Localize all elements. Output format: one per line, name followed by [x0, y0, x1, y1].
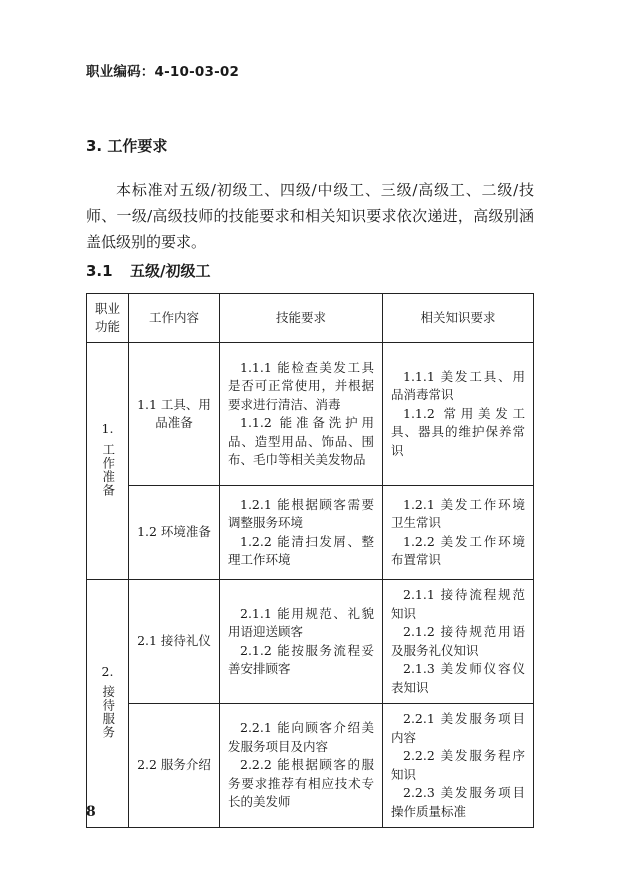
knowledge-item: 1.1.1 美发工具、用品消毒常识 — [391, 368, 525, 403]
knowledge-cell — [383, 704, 534, 828]
page-number: 8 — [86, 804, 96, 820]
skill-item: 1.2.2 能清扫发屑、整理工作环境 — [228, 533, 374, 567]
knowledge-cell — [383, 343, 534, 486]
function-cell — [87, 580, 129, 828]
knowledge-item: 2.1.2 接待规范用语及服务礼仪知识 — [391, 624, 525, 658]
intro-paragraph: 本标准对五级/初级工、四级/中级工、三级/高级工、二级/技师、一级/高级技师的技能要求和相关知识要求依次递进，高级别涵盖低级别的要求。 — [86, 181, 534, 251]
knowledge-item: 2.1.1 接待流程规范知识 — [391, 587, 525, 621]
skill-item: 2.2.2 能根据顾客的服务要求推荐有相应技术专长的美发师 — [228, 757, 374, 810]
content-cell: 2.1 接待礼仪 — [129, 580, 220, 704]
header-knowledge: 相关知识要求 — [383, 294, 534, 343]
skill-cell — [220, 343, 383, 486]
function-name: 工作准备 — [100, 442, 116, 497]
content-cell: 2.2 服务介绍 — [129, 704, 220, 828]
knowledge-item: 2.2.3 美发服务项目操作质量标准 — [391, 785, 525, 819]
skill-item: 1.2.1 能根据顾客需要调整服务环境 — [228, 496, 374, 530]
content-cell: 1.2 环境准备 — [129, 486, 220, 580]
section-title: 3. 工作要求 — [86, 137, 168, 155]
function-number: 2. — [101, 663, 114, 679]
header-function: 职业功能 — [87, 294, 129, 343]
knowledge-item: 1.2.2 美发工作环境布置常识 — [391, 533, 525, 567]
table-header-row — [87, 294, 534, 343]
skill-cell — [220, 580, 383, 704]
requirements-table — [86, 293, 534, 828]
subsection-number: 3.1 — [86, 262, 113, 280]
skill-item: 2.1.1 能用规范、礼貌用语迎送顾客 — [228, 605, 374, 639]
knowledge-item: 1.2.1 美发工作环境卫生常识 — [391, 496, 525, 530]
function-name: 接待服务 — [100, 685, 116, 739]
skill-item: 2.2.1 能向顾客介绍美发服务项目及内容 — [228, 720, 374, 754]
subsection-label: 五级/初级工 — [130, 262, 211, 280]
skill-cell — [220, 704, 383, 828]
knowledge-item: 2.1.3 美发师仪容仪表知识 — [391, 661, 525, 695]
table-row — [87, 343, 534, 486]
table-row — [87, 486, 534, 580]
table-row — [87, 580, 534, 704]
function-cell — [87, 343, 129, 580]
function-number: 1. — [101, 421, 114, 436]
skill-item: 1.1.1 能检查美发工具是否可正常使用，并根据要求进行清洁、消毒 — [228, 359, 374, 412]
subsection-title — [86, 260, 210, 281]
knowledge-cell — [383, 580, 534, 704]
knowledge-item: 2.2.1 美发服务项目内容 — [391, 711, 525, 745]
knowledge-cell — [383, 486, 534, 580]
content-cell: 1.1 工具、用品准备 — [129, 343, 220, 486]
knowledge-item: 1.1.2 常用美发工具、器具的维护保养常识 — [391, 405, 525, 458]
occupation-code: 职业编码：4-10-03-02 — [86, 64, 240, 80]
table-row — [87, 704, 534, 828]
header-content: 工作内容 — [129, 294, 220, 343]
skill-cell — [220, 486, 383, 580]
skill-item: 2.1.2 能按服务流程妥善安排顾客 — [228, 642, 374, 676]
header-skill: 技能要求 — [220, 294, 383, 343]
skill-item: 1.1.2 能准备洗护用品、造型用品、饰品、围布、毛巾等相关美发物品 — [228, 415, 374, 467]
knowledge-item: 2.2.2 美发服务程序知识 — [391, 748, 525, 782]
